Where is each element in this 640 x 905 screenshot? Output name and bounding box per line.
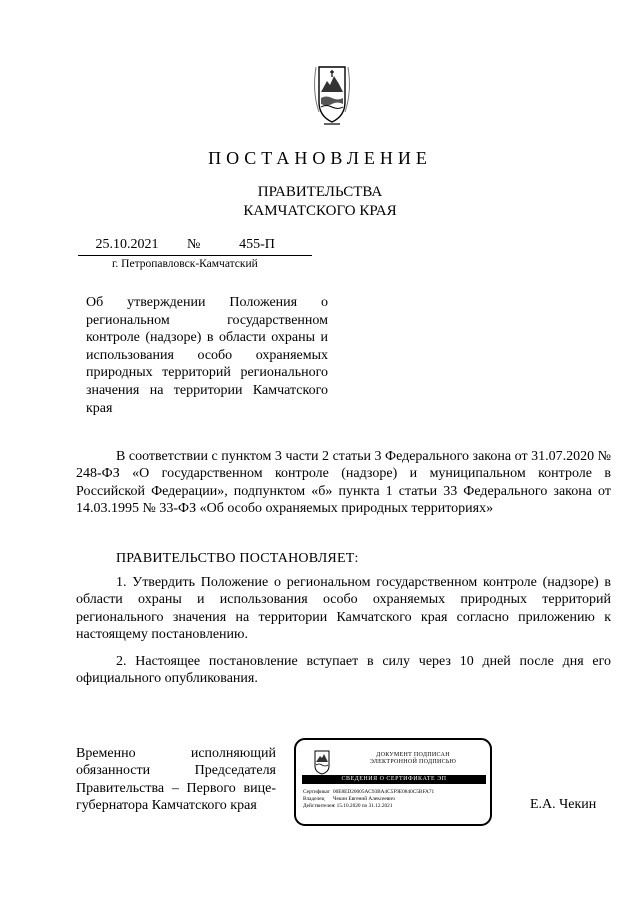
kamchatka-coat-of-arms-icon [310, 58, 354, 128]
issuing-authority [0, 183, 640, 221]
stamp-row-owner [303, 796, 487, 802]
stamp-row-label: Сертификат [303, 789, 330, 795]
signatory-position: Временно исполняющий обязанности Председателя Правительства – Первого вице-губернатора Камчатского края [76, 746, 276, 814]
stamp-row-certificate [303, 789, 487, 795]
stamp-row-value: 00E8ED20005AC93BA4C5F9E0840C5BFA71 [333, 789, 435, 795]
stamp-row-value: с 15.10.2020 по 31.12.2021 [333, 803, 393, 809]
decree-heading: ПРАВИТЕЛЬСТВО ПОСТАНОВЛЯЕТ: [116, 551, 359, 566]
document-subject: Об утверждении Положения о региональном государственном контроле (надзоре) в области охраны и использования особо охраняемых природных территорий регионального значения на территории Камчатского края [86, 295, 328, 416]
document-number: 455-П [239, 237, 275, 252]
preamble-paragraph: В соответствии с пунктом 3 части 2 статьи 3 Федерального закона от 31.07.2020 № 248-ФЗ «О государственном контроле (надзоре) и муниципальном контроле в Российской Федерации», подпунктом «б» пункта 1 статьи 33 Федерального закона от 14.03.1995 № 33-ФЗ «Об особо охраняемых природных территориях» [76, 449, 611, 517]
stamp-heading-line-1: ДОКУМЕНТ ПОДПИСАН [376, 752, 450, 758]
date-number-underline [78, 255, 312, 256]
stamp-heading-line-2: ЭЛЕКТРОННОЙ ПОДПИСЬЮ [369, 759, 457, 765]
decree-item-1: 1. Утвердить Положение о региональном государственном контроле (надзоре) в области охраны и использования особо охраняемых природных территорий регионального значения на территории Камчатского края согласно приложению к настоящему постановлению. [76, 575, 611, 643]
document-title: ПОСТАНОВЛЕНИЕ [208, 148, 432, 168]
org-line-2: КАМЧАТСКОГО КРАЯ [243, 203, 397, 219]
stamp-heading [340, 752, 486, 766]
stamp-certificate-bar: СВЕДЕНИЯ О СЕРТИФИКАТЕ ЭП [302, 775, 486, 784]
issuing-city: г. Петропавловск-Камчатский [112, 258, 258, 270]
stamp-row-validity [303, 803, 487, 809]
stamp-row-label: Действителен [303, 803, 335, 809]
number-sign: № [187, 237, 201, 252]
org-line-1: ПРАВИТЕЛЬСТВА [257, 184, 383, 200]
decree-item-2: 2. Настоящее постановление вступает в силу через 10 дней после дня его официального опубликования. [76, 654, 611, 687]
signatory-name: Е.А. Чекин [530, 797, 597, 812]
stamp-row-label: Владелец [303, 796, 325, 802]
document-date: 25.10.2021 [95, 237, 159, 252]
stamp-emblem-icon [312, 748, 332, 776]
electronic-signature-stamp [294, 738, 492, 826]
stamp-row-value: Чекин Евгений Алексеевич [333, 796, 395, 802]
